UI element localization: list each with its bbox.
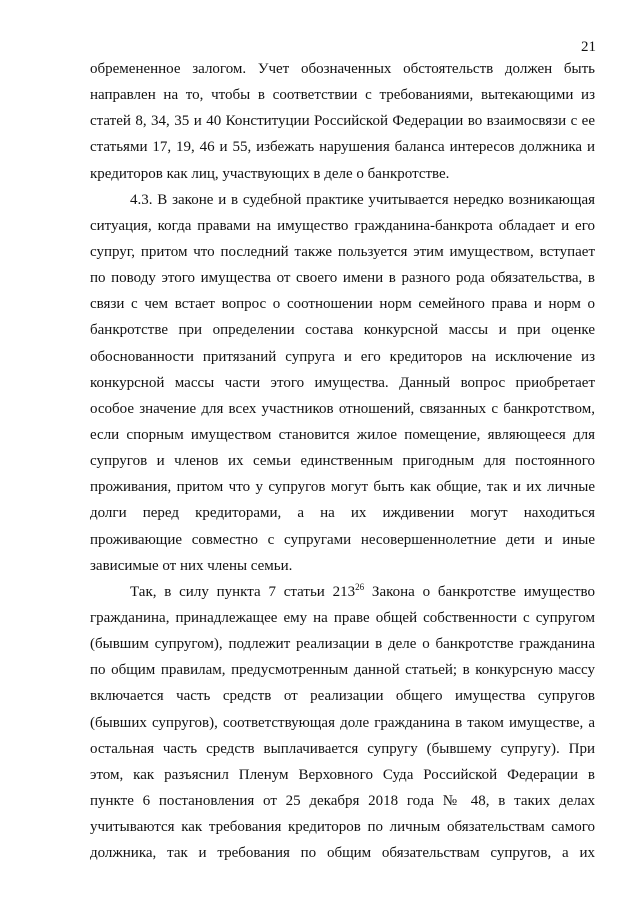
paragraph-line: обоснованности притязаний супруга и его кредиторов на исключение из: [90, 348, 595, 365]
paragraph-line: долги перед кредиторами, а на их иждивении могут находиться: [90, 505, 595, 522]
document-body: [90, 56, 595, 866]
page-number: 21: [581, 39, 596, 55]
paragraph-line: включается часть средств от реализации общего имущества супругов: [90, 688, 595, 705]
paragraph-line: (бывших супругов), соответствующая доле гражданина в таком имуществе, а: [90, 714, 595, 731]
paragraph-line: связи с чем встает вопрос о соотношении норм семейного права и норм о: [90, 296, 595, 313]
paragraph-line: пункте 6 постановления от 25 декабря 2018 года № 48, в таких делах: [90, 792, 595, 809]
paragraph-line: 4.3. В законе и в судебной практике учитывается нередко возникающая: [130, 191, 595, 208]
article-superscript: 26: [355, 581, 365, 592]
paragraph-line: особое значение для всех участников отношений, связанных с банкротством,: [90, 400, 595, 417]
paragraph-line: остальная часть средств выплачивается супругу (бывшему супругу). При: [90, 740, 595, 757]
paragraph-line: проживания, притом что у супругов могут быть как общие, так и их личные: [90, 479, 595, 496]
paragraph-line: учитываются как требования кредиторов по личным обязательствам самого: [90, 819, 595, 836]
paragraph-text-after-superscript: Закона о банкротстве имущество: [364, 583, 595, 600]
paragraph-line: статьями 17, 19, 46 и 55, избежать нарушения баланса интересов должника и: [90, 139, 595, 156]
paragraph-line: конкурсной массы части этого имущества. Данный вопрос приобретает: [90, 374, 595, 391]
paragraph-line: если спорным имуществом становится жилое помещение, являющееся для: [90, 426, 595, 443]
paragraph-line: проживающие совместно с супругами несовершеннолетние дети и иные: [90, 531, 595, 548]
paragraph-line: направлен на то, чтобы в соответствии с требованиями, вытекающими из: [90, 87, 595, 104]
paragraph-line: кредиторов как лиц, участвующих в деле о банкротстве.: [90, 165, 450, 182]
paragraph-line: зависимые от них члены семьи.: [90, 557, 293, 574]
paragraph-line: супругов и членов их семьи единственным пригодным для постоянного: [90, 453, 595, 470]
paragraph-text-before-superscript: Так, в силу пункта 7 статьи 213: [130, 583, 356, 600]
paragraph-line: ситуация, когда правами на имущество гражданина-банкрота обладает и его: [90, 217, 595, 234]
paragraph-line: обремененное залогом. Учет обозначенных обстоятельств должен быть: [90, 61, 595, 77]
paragraph-line: (бывшим супругом), подлежит реализации в деле о банкротстве гражданина: [90, 636, 595, 653]
paragraph-line: этом, как разъяснил Пленум Верховного Суда Российской Федерации в: [90, 766, 595, 783]
paragraph-line: гражданина, принадлежащее ему на праве общей собственности с супругом: [90, 609, 595, 626]
paragraph-line: супруг, притом что последний также пользуется этим имуществом, вступает: [90, 243, 595, 260]
paragraph-4-3: [90, 187, 595, 579]
paragraph-line: по общим правилам, предусмотренным данной статьей; в конкурсную массу: [90, 662, 595, 679]
paragraph-line-with-footnote: [90, 579, 595, 605]
paragraph-line: по поводу этого имущества от своего имени в разного рода обязательства, в: [90, 270, 595, 287]
paragraph-line: должника, так и требования по общим обязательствам супругов, а их: [90, 845, 595, 862]
paragraph-line: банкротстве при определении состава конкурсной массы и при оценке: [90, 322, 595, 339]
paragraph-1: [90, 56, 595, 187]
paragraph-line: статей 8, 34, 35 и 40 Конституции Российской Федерации во взаимосвязи с ее: [90, 113, 595, 130]
paragraph-article-213-26: [90, 579, 595, 867]
